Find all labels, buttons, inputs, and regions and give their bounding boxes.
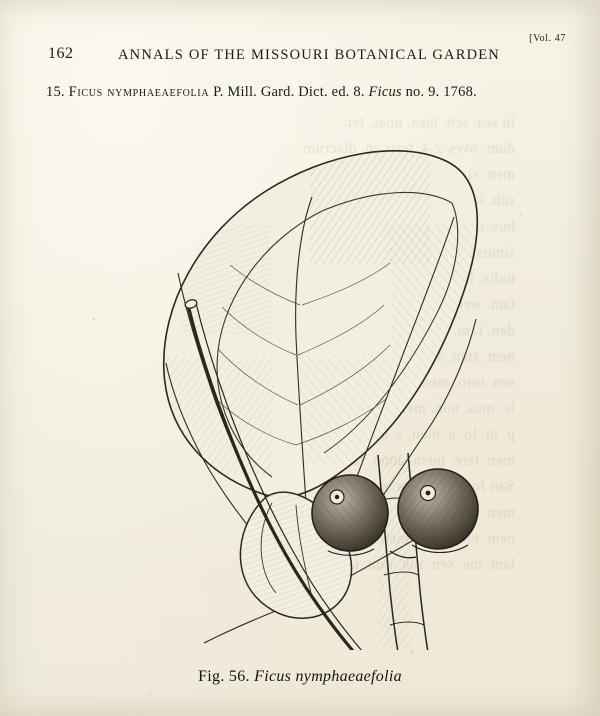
bleed-line: men. tere. mem. anno. la. men: [315, 452, 515, 469]
entry-number-ref: no. 9.: [405, 84, 440, 100]
figure-label: Fig. 56.: [198, 668, 250, 685]
figure-caption: [0, 668, 600, 686]
bleed-line: sen. toro. men. alias. seno: [344, 374, 515, 391]
figure-illustration: [60, 105, 540, 650]
bleed-line: dum. oves 2-4. toro. in. diacrum: [302, 140, 515, 157]
bleed-line: men.: [482, 166, 515, 183]
volume-note: [Vol. 47: [529, 33, 566, 44]
page-number: 162: [48, 45, 74, 62]
paper-speck: [520, 214, 522, 216]
bleed-line: p. in. lo. a. men. s. mera. a.: [335, 426, 515, 443]
paper-speck: [92, 318, 95, 321]
figure-species: Ficus nymphaeaefolia: [254, 668, 402, 685]
entry-number: 15.: [46, 84, 65, 100]
bleed-line: simus.: [472, 244, 515, 261]
bleed-line: le. mus. non. mer. de. cane: [338, 400, 515, 417]
paper-speck: [410, 650, 413, 653]
bleed-line: tudis.: [478, 270, 515, 287]
bleed-line: nem. stan.: [447, 348, 515, 365]
bleed-line: lam. me. sen. san. ram. la. menes: [296, 556, 515, 573]
entry-species-name: Ficus nymphaeaefolia: [68, 84, 210, 100]
bleed-line: bus.: [487, 218, 515, 235]
bleed-line: nem. mete.: [372, 530, 515, 547]
paper-speck: [150, 692, 152, 694]
bleed-line: sub.: [487, 192, 515, 209]
species-entry: [46, 84, 556, 101]
bleed-line: in sea. sen. mea. unas. ter.: [342, 114, 515, 131]
bleed-line: tam. wem.: [446, 296, 515, 313]
entry-authority: P. Mill. Gard. Dict. ed. 8.: [213, 84, 365, 100]
entry-year: 1768.: [443, 84, 477, 100]
bleed-line: San: [490, 478, 515, 495]
bleed-line: men.: [482, 504, 515, 521]
bleed-line: den. i. m.: [452, 322, 515, 339]
entry-genus: Ficus: [368, 84, 402, 100]
running-head: ANNALS OF THE MISSOURI BOTANICAL GARDEN: [118, 47, 500, 63]
